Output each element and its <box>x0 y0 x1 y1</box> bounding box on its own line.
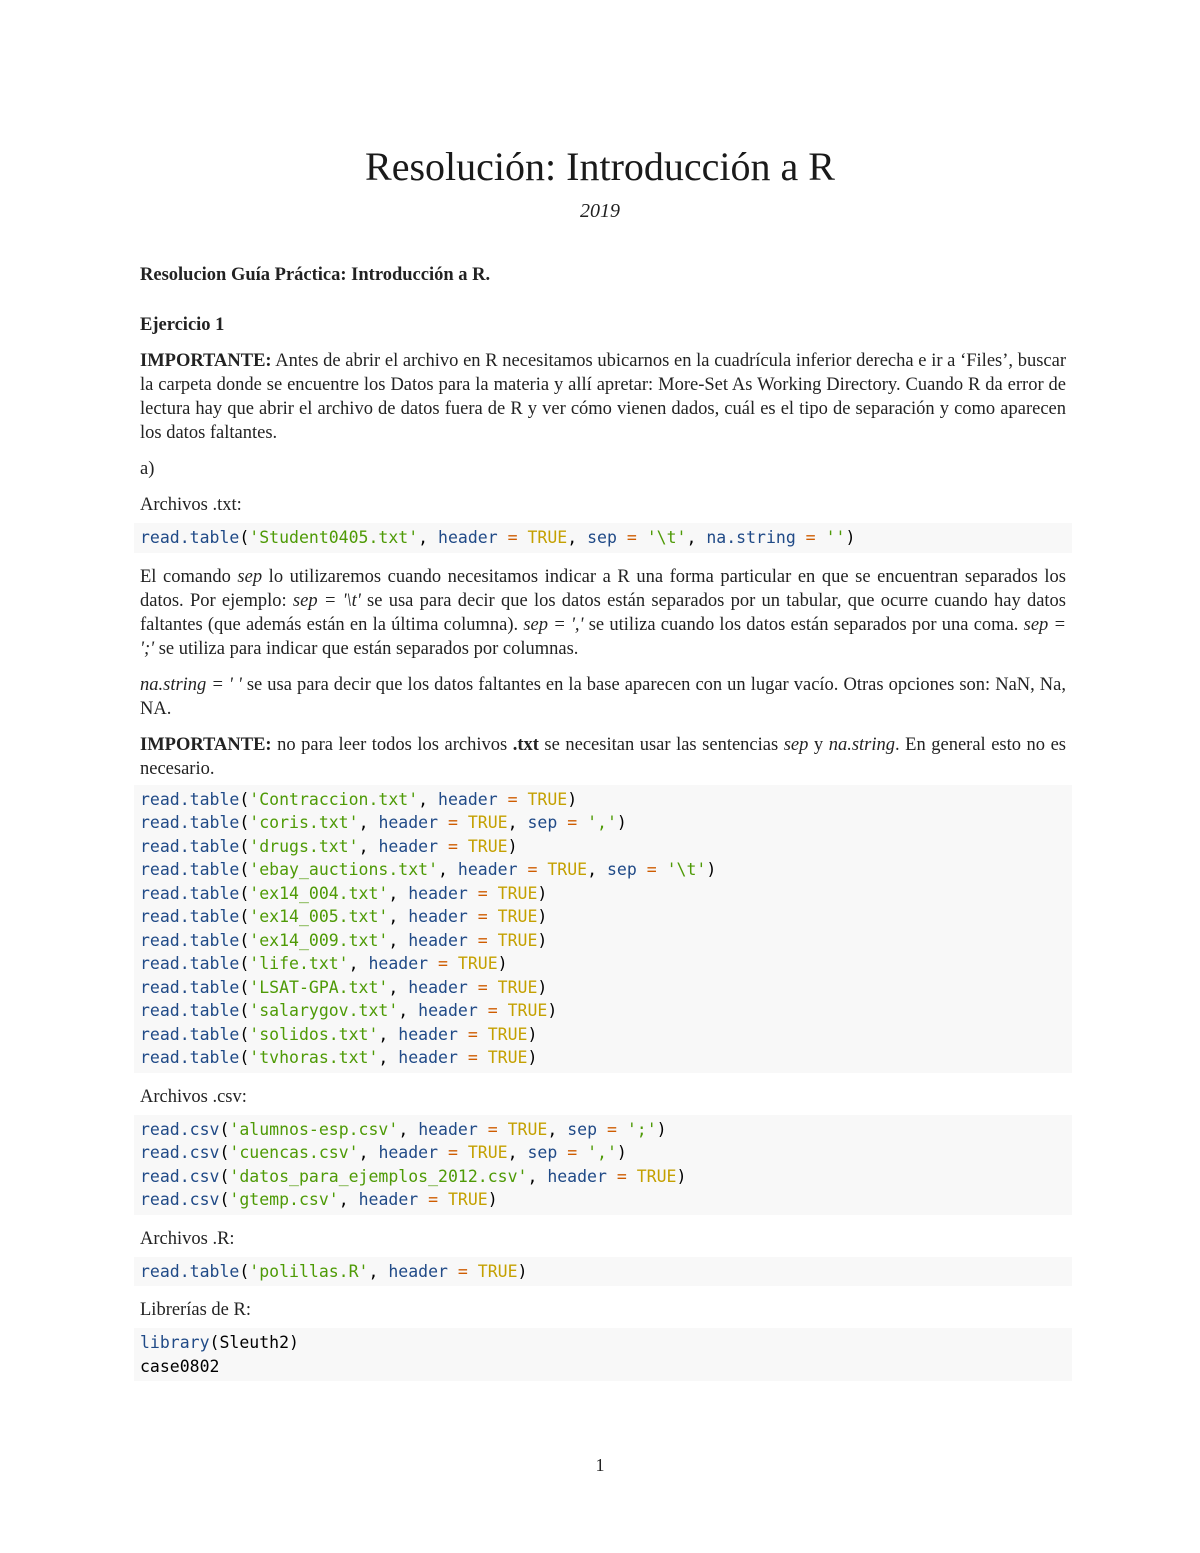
page-number: 1 <box>595 1455 605 1475</box>
important-text: Antes de abrir el archivo en R necesitamos ubicarnos en la cuadrícula inferior derecha e ir a ‘Files’, buscar la carpeta donde se encuentre los Datos para la materia y allí apretar: More-Set As Working Directory. Cuando R da error de lectura hay que abrir el archivo de datos fuera de R y ver cómo vienen dados, cuál es el tipo de separación y como aparecen los datos faltantes. <box>140 351 1066 443</box>
code-block-library <box>134 1328 1072 1381</box>
code-block-txt-first <box>134 523 1072 553</box>
code-line: read.table('tvhoras.txt', header = TRUE) <box>140 1048 538 1067</box>
csv-files-heading: Archivos .csv: <box>140 1086 247 1107</box>
code-block-txt-list <box>134 785 1072 1073</box>
item-a-label: a) <box>140 459 155 479</box>
code-block-r-list <box>134 1257 1072 1287</box>
exercise-heading: Ejercicio 1 <box>140 315 225 335</box>
code-block-csv-list <box>134 1115 1072 1215</box>
libraries-heading: Librerías de R: <box>140 1300 251 1320</box>
sep-explanation-paragraph: El comando sep lo utilizaremos cuando necesitamos indicar a R una forma particular en que se encuentran separados los datos. Por ejemplo: sep = '\t' se usa para decir que los datos están separados por un tabular, que ocurre cuando hay datos faltantes (que además están en la última columna). sep = ',' se utiliza cuando los datos están separados por una coma. sep = ';' se utiliza para indicar que están separados por columnas. <box>140 566 1067 659</box>
document-title: Resolución: Introducción a R <box>365 144 835 189</box>
code-line: read.table('polillas.R', header = TRUE) <box>140 1261 528 1281</box>
code-line: read.csv('datos_para_ejemplos_2012.csv', header = TRUE) <box>140 1166 687 1186</box>
code-line: read.table('ebay_auctions.txt', header = TRUE, sep = '\t') <box>140 860 717 879</box>
section-subtitle: Resolucion Guía Práctica: Introducción a R. <box>140 265 491 285</box>
important-paragraph-2: IMPORTANTE: no para leer todos los archivos .txt se necesitan usar las sentencias sep y na.string. En general esto no es necesario. <box>140 734 1066 779</box>
code-line: read.table('solidos.txt', header = TRUE) <box>140 1024 538 1044</box>
document-date: 2019 <box>580 200 620 222</box>
code-line: read.table('drugs.txt', header = TRUE) <box>140 836 518 856</box>
na-string-paragraph: na.string = ' ' se usa para decir que los datos faltantes en la base aparecen con un lugar vacío. Otras opciones son: NaN, Na, NA. <box>140 674 1066 719</box>
code-line: library(Sleuth2) <box>140 1333 299 1352</box>
code-line: read.table('Student0405.txt', header = TRUE, sep = '\t', na.string = '') <box>140 528 856 547</box>
r-files-heading: Archivos .R: <box>140 1228 235 1249</box>
code-line: read.table('coris.txt', header = TRUE, sep = ',') <box>140 813 627 832</box>
code-line: read.csv('gtemp.csv', header = TRUE) <box>140 1190 498 1209</box>
txt-files-heading: Archivos .txt: <box>140 495 242 515</box>
code-line: read.csv('alumnos-esp.csv', header = TRUE, sep = ';') <box>140 1119 667 1139</box>
code-line: read.table('life.txt', header = TRUE) <box>140 954 508 973</box>
code-line: read.table('salarygov.txt', header = TRUE) <box>140 1001 558 1020</box>
code-line: read.table('ex14_004.txt', header = TRUE) <box>140 883 548 903</box>
code-line: read.csv('cuencas.csv', header = TRUE, sep = ',') <box>140 1143 627 1162</box>
important-paragraph-1 <box>140 349 1066 445</box>
code-line: read.table('Contraccion.txt', header = TRUE) <box>140 789 578 809</box>
code-line: read.table('ex14_009.txt', header = TRUE) <box>140 930 548 950</box>
code-line: case0802 <box>140 1356 220 1376</box>
code-line: read.table('LSAT-GPA.txt', header = TRUE) <box>140 977 548 997</box>
code-line: read.table('ex14_005.txt', header = TRUE) <box>140 907 548 926</box>
document-body <box>140 263 1066 1393</box>
important-label: IMPORTANTE: <box>140 351 272 371</box>
